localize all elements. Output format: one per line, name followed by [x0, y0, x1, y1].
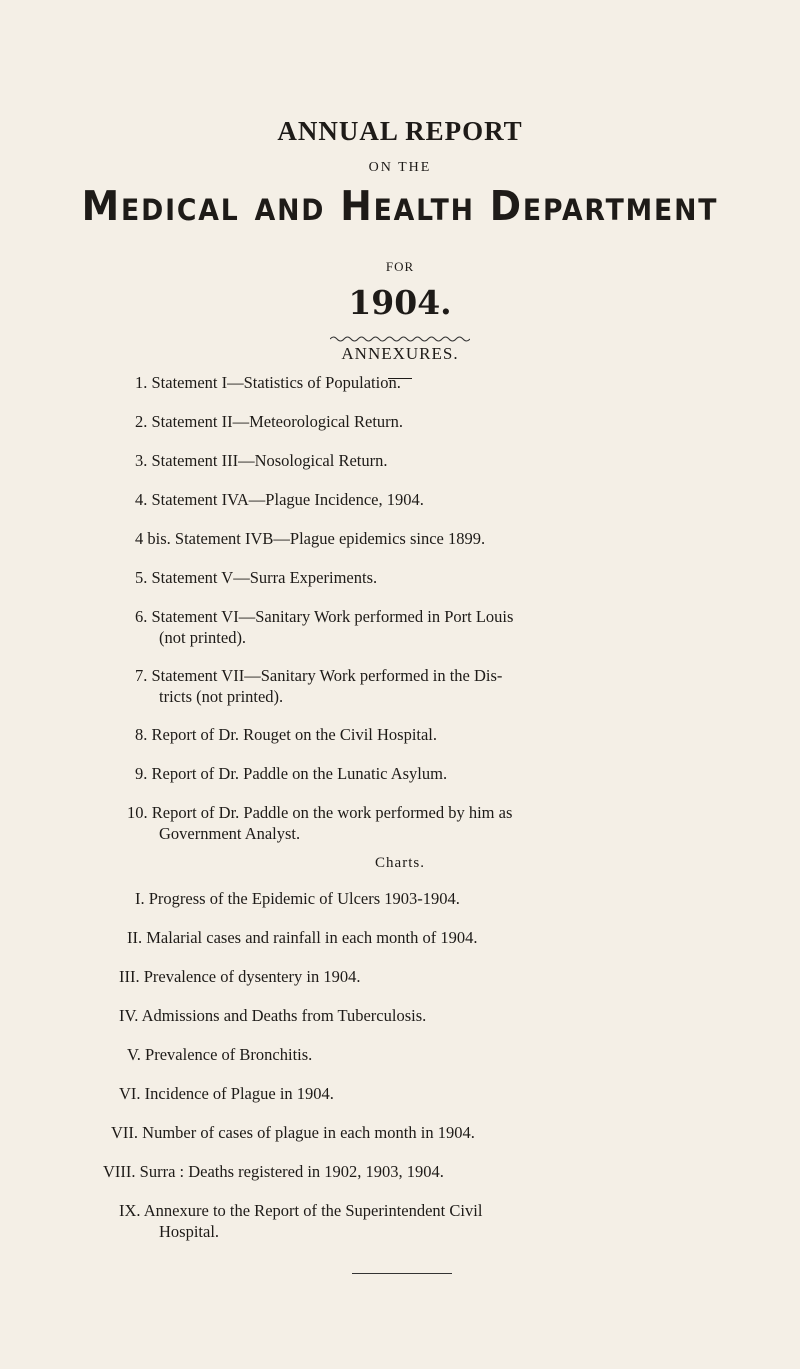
list-item: [135, 606, 770, 648]
item-text: Statement V—Surra Experiments.: [147, 568, 378, 587]
report-subtitle-on-the: ON THE: [368, 160, 432, 175]
item-number: 10.: [127, 803, 148, 822]
item-number: VI.: [119, 1084, 141, 1103]
list-item: [111, 1122, 770, 1143]
item-number: IV.: [119, 1006, 139, 1025]
item-text: Statement III—Nosological Return.: [147, 451, 388, 470]
list-item: [135, 372, 770, 393]
list-item: [135, 665, 770, 707]
list-item: [119, 1005, 770, 1026]
item-text: Surra : Deaths registered in 1902, 1903, 1904.: [135, 1162, 444, 1181]
item-number: I.: [135, 889, 145, 908]
item-number: 9.: [135, 764, 148, 783]
item-number: 1.: [135, 373, 148, 392]
item-text: Malarial cases and rainfall in each month of 1904.: [142, 928, 478, 947]
list-item: [127, 802, 770, 844]
list-item: [135, 763, 770, 784]
item-number: VIII.: [103, 1162, 136, 1181]
item-number: VII.: [111, 1123, 139, 1142]
list-item: [127, 1044, 770, 1065]
item-text-continued: tricts (not printed).: [159, 687, 284, 706]
item-number: 5.: [135, 568, 148, 587]
item-number: IX.: [119, 1201, 141, 1220]
item-text: Prevalence of dysentery in 1904.: [139, 967, 361, 986]
item-number: 8.: [135, 725, 148, 744]
report-title: ANNUAL REPORT: [277, 116, 523, 146]
item-text: Incidence of Plague in 1904.: [140, 1084, 334, 1103]
item-text: Statement II—Meteorological Return.: [147, 412, 404, 431]
list-item: [127, 927, 770, 948]
list-item: [135, 450, 770, 471]
item-text: Statement VI—Sanitary Work performed in Port Louis: [147, 607, 514, 626]
item-number: 6.: [135, 607, 148, 626]
charts-heading: Charts.: [375, 855, 425, 871]
wavy-line-icon: [330, 334, 470, 344]
report-for-label: FOR: [385, 259, 415, 274]
item-text: Annexure to the Report of the Superintendent Civil: [140, 1201, 483, 1220]
item-text: Prevalence of Bronchitis.: [140, 1045, 313, 1064]
item-text: Report of Dr. Paddle on the work performed by him as: [147, 803, 513, 822]
item-number: II.: [127, 928, 143, 947]
item-text: Statement I—Statistics of Population.: [147, 373, 401, 392]
item-number: 3.: [135, 451, 148, 470]
list-item: [119, 1200, 770, 1242]
list-item: [119, 966, 770, 987]
list-item: [135, 411, 770, 432]
item-text: Report of Dr. Rouget on the Civil Hospital.: [147, 725, 438, 744]
item-text: Statement IVB—Plague epidemics since 1899.: [170, 529, 486, 548]
item-text: Statement VII—Sanitary Work performed in the Dis-: [147, 666, 503, 685]
item-number: 4.: [135, 490, 148, 509]
bottom-divider: [352, 1273, 452, 1274]
item-text-continued: Hospital.: [159, 1222, 220, 1241]
list-item: [119, 1083, 770, 1104]
item-text: Number of cases of plague in each month in 1904.: [138, 1123, 475, 1142]
list-item: [135, 528, 770, 549]
item-text-continued: Government Analyst.: [159, 824, 301, 843]
item-text: Progress of the Epidemic of Ulcers 1903-1904.: [144, 889, 460, 908]
annexures-heading: ANNEXURES.: [341, 344, 459, 363]
item-number: 7.: [135, 666, 148, 685]
item-number: 4 bis.: [135, 529, 171, 548]
item-text: Admissions and Deaths from Tuberculosis.: [138, 1006, 427, 1025]
report-year: 1904.: [348, 283, 452, 322]
item-number: 2.: [135, 412, 148, 431]
department-name: Medical and Health Department: [81, 182, 719, 230]
item-number: V.: [127, 1045, 141, 1064]
list-item: [135, 489, 770, 510]
list-item: [135, 567, 770, 588]
item-number: III.: [119, 967, 140, 986]
item-text: Statement IVA—Plague Incidence, 1904.: [147, 490, 424, 509]
item-text-continued: (not printed).: [159, 628, 247, 647]
list-item: [103, 1161, 770, 1182]
list-item: [135, 888, 770, 909]
item-text: Report of Dr. Paddle on the Lunatic Asylum.: [147, 764, 448, 783]
list-item: [135, 724, 770, 745]
